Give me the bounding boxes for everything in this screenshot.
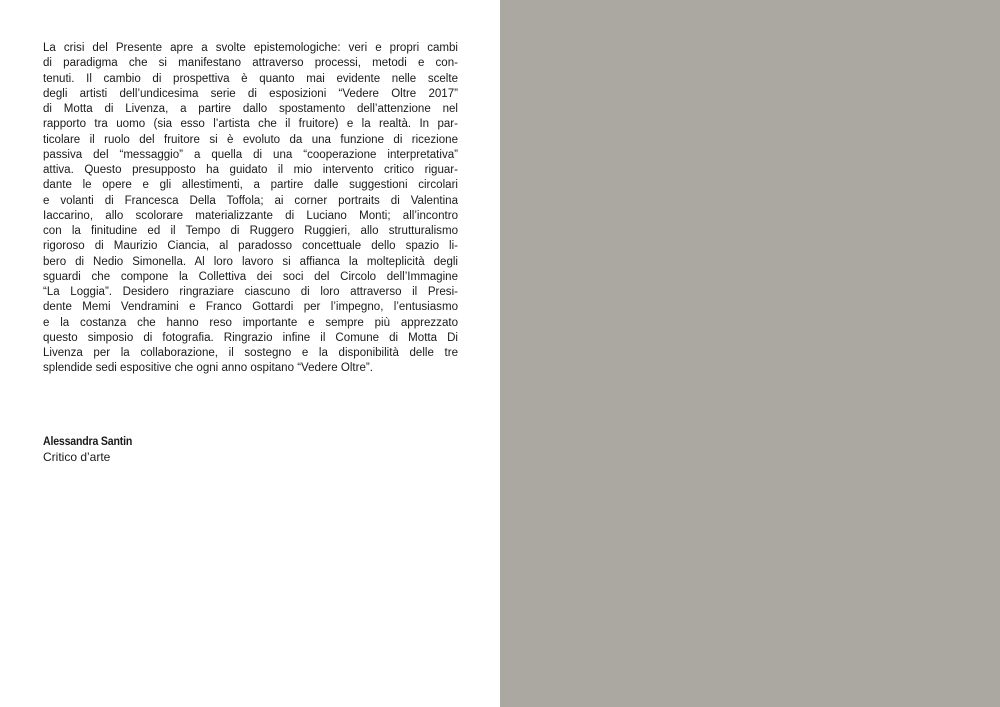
article-line: passiva del “messaggio” a quella di una “cooperazione interpretativa” <box>43 148 458 161</box>
article-line: questo simposio di fotografia. Ringrazio infine il Comune di Motta Di <box>43 331 458 344</box>
article-line: e volanti di Francesca Della Toffola; ai corner portraits di Valentina <box>43 194 458 207</box>
article-line: rigoroso di Maurizio Ciancia, al paradosso concettuale dello spazio li- <box>43 240 458 253</box>
article-line: tenuti. Il cambio di prospettiva è quanto mai evidente nelle scelte <box>43 72 458 85</box>
author-role: Critico d’arte <box>43 450 111 464</box>
article-line: di Motta di Livenza, a partire dallo spostamento dell’attenzione nel <box>43 103 458 115</box>
article-line: “La Loggia”. Desidero ringraziare ciascuno di loro attraverso il Presi- <box>43 286 458 298</box>
article-line: dante le opere e gli allestimenti, a partire dalle suggestioni circolari <box>43 179 458 192</box>
article-line: e la costanza che hanno reso importante e sempre più apprezzato <box>43 316 458 329</box>
article-line: La crisi del Presente apre a svolte epistemologiche: veri e propri cambi <box>43 42 458 54</box>
article-line: Livenza per la collaborazione, il sostegno e la disponibilità delle tre <box>43 347 458 359</box>
author-name: Alessandra Santin <box>43 434 133 448</box>
article-line: dente Memi Vendramini e Franco Gottardi per l’impegno, l’entusiasmo <box>43 301 458 314</box>
article-line: di paradigma che si manifestano attraverso processi, metodi e con- <box>43 57 458 70</box>
right-page-gray-panel <box>500 0 1000 707</box>
article-line: splendide sedi espositive che ogni anno ospitano “Vedere Oltre”. <box>43 362 373 375</box>
article-line: Iaccarino, allo scolorare materializzante di Luciano Monti; all’incontro <box>43 209 458 222</box>
article-line: con la finitudine ed il Tempo di Ruggero Ruggieri, allo strutturalismo <box>43 225 458 237</box>
article-line: degli artisti dell’undicesima serie di esposizioni “Vedere Oltre 2017” <box>43 87 458 100</box>
article-line: ticolare il ruolo del fruitore si è evoluto da una funzione di ricezione <box>43 133 458 146</box>
signature-block <box>43 433 144 466</box>
article-body <box>43 41 458 377</box>
article-line: attiva. Questo presupposto ha guidato il mio intervento critico riguar- <box>43 164 458 176</box>
article-line: bero di Nedio Simonella. Al loro lavoro si affianca la molteplicità degli <box>43 255 458 268</box>
article-line: rapporto tra uomo (sia esso l’artista che il fruitore) e la realtà. In par- <box>43 118 458 131</box>
article-line: sguardi che compone la Collettiva dei soci del Circolo dell’Immagine <box>43 270 458 283</box>
